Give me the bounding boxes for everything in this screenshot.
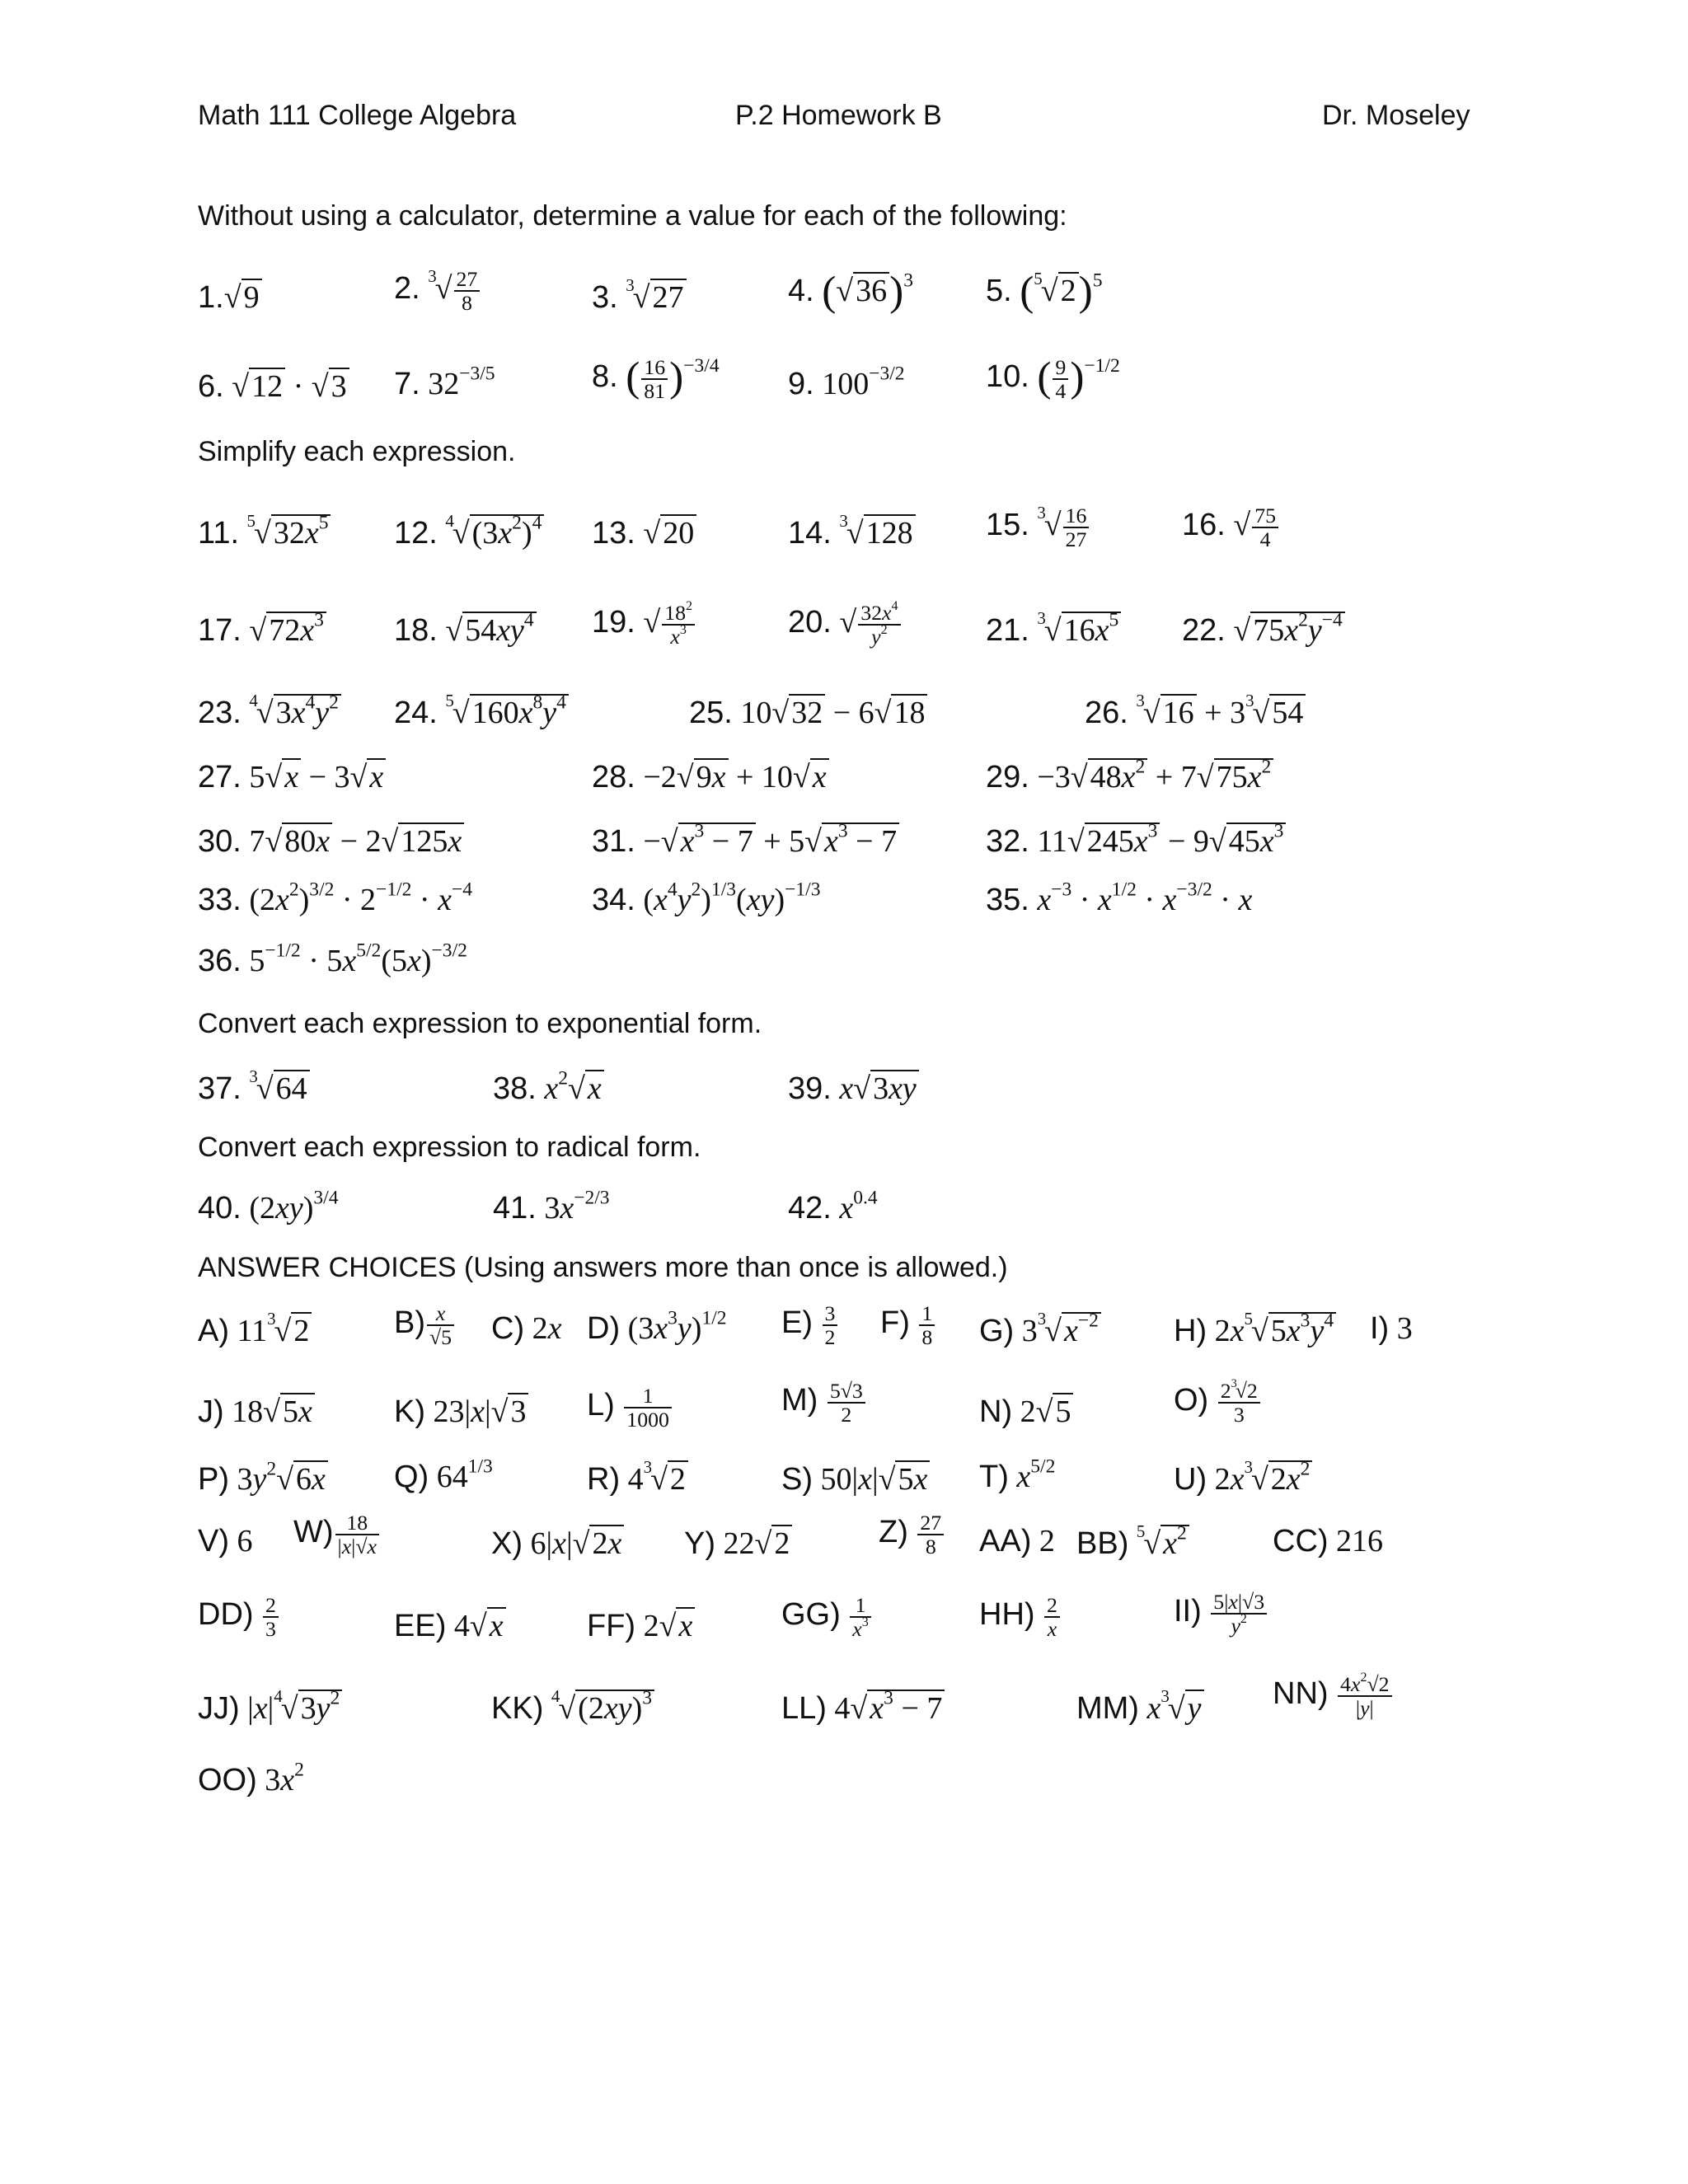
answer-EE: EE) 4√x (394, 1607, 506, 1645)
problem-7: 7. $32^{-3/5}$ (394, 363, 495, 401)
problem-32: 32. $11√245x^3 - 9√45x^3$ (986, 823, 1286, 860)
answer-N: N) 2√5 (979, 1393, 1073, 1431)
problem-38: 38. $x^2√x$ (493, 1070, 604, 1108)
problem-13: 13. √20 (592, 514, 696, 552)
exponential-instructions: Convert each expression to exponential form. (198, 1008, 762, 1039)
answer-M: M) $\frac{5√3}{2}$ (781, 1380, 867, 1426)
problem-9: 9. $100^{-3/2}$ (788, 363, 905, 401)
answer-Y: Y) 22√2 (684, 1525, 792, 1563)
problem-21: 21. $^3√16x^5$ (986, 612, 1121, 649)
problem-10: 10. ( $\frac{9}{4}$ )$^{-1/2}$ (986, 353, 1120, 404)
problem-4: 4. $(√36)^3$ (788, 268, 914, 316)
problem-19: 19. √ $\frac{18^2}{x^3}$ (592, 602, 696, 648)
problem-3: 3. $^3$√27 (592, 279, 687, 316)
answer-H: H) $2x^5√5x^3y^4$ (1174, 1312, 1336, 1350)
problem-14: 14. $^3$√128 (788, 514, 916, 552)
problem-20: 20. √ $\frac{32x^4}{y^2}$ (788, 602, 903, 648)
answer-B: B) $\frac{x}{√5}$ (394, 1302, 456, 1348)
answer-T: T) $x^{5/2}$ (979, 1455, 1056, 1494)
answer-FF: FF) 2√x (587, 1607, 695, 1645)
answer-F: F) $\frac{1}{8}$ (880, 1302, 936, 1348)
problem-29: 29. $-3√48x^2 + 7√75x^2$ (986, 758, 1273, 796)
problem-37: 37. $^3$√64 (198, 1070, 310, 1108)
answer-P: P) $3y^2√6x$ (198, 1460, 328, 1498)
answer-U: U) $2x^3√2x^2$ (1174, 1460, 1312, 1498)
answer-S: S) 50|x|√5x (781, 1460, 930, 1498)
problem-15: 15. $^3$√ $\frac{16}{27}$ (986, 504, 1090, 551)
answer-A: A) $11^3√2$ (198, 1312, 312, 1350)
answer-G: G) $3^3√x^{-2}$ (979, 1312, 1101, 1350)
answer-OO: OO) $3x^2$ (198, 1759, 304, 1797)
instructor-name: Dr. Moseley (1322, 100, 1470, 131)
problem-30: 30. 7√80x − 2√125x (198, 823, 464, 860)
problem-25: 25. 10√32 − 6√18 (689, 694, 927, 732)
answer-O: O) $\frac{2^3√2}{3}$ (1174, 1380, 1262, 1426)
problem-12: 12. $^4√(3x^2)^4$ (394, 514, 544, 552)
radical-instructions: Convert each expression to radical form. (198, 1132, 701, 1163)
answer-I: I) 3 (1370, 1311, 1413, 1346)
problem-24: 24. $^5√160x^8y^4$ (394, 694, 569, 732)
problem-31: 31. $-√x^3 - 7 + 5√x^3 - 7$ (592, 823, 899, 860)
answer-BB: BB) $^5√x^2$ (1076, 1525, 1189, 1563)
problem-23: 23. $^4√3x^4y^2$ (198, 694, 341, 732)
answer-W: W) $\frac{18}{|x|√x}$ (293, 1511, 381, 1558)
answer-HH: HH) $\frac{2}{x}$ (979, 1594, 1062, 1640)
answer-NN: NN) $\frac{4x^2√2}{|y|}$ (1273, 1673, 1394, 1719)
answer-CC: CC) 216 (1273, 1524, 1384, 1558)
answer-L: L) $\frac{1}{1000}$ (587, 1385, 673, 1431)
problem-39: 39. x√3xy (788, 1070, 919, 1108)
problem-22: 22. $√75x^2y^{-4}$ (1182, 612, 1345, 649)
problem-35: 35. $x^{-3} \cdot x^{1/2} \cdot x^{-3/2} \cdot x$ (986, 879, 1253, 917)
problem-1: 1.√9 (198, 279, 262, 316)
answer-LL: LL) $4√x^3 - 7$ (781, 1690, 945, 1727)
answer-J: J) 18√5x (198, 1393, 315, 1431)
problem-6: 6. √12 · √3 (198, 368, 349, 405)
problem-16: 16. √ $\frac{75}{4}$ (1182, 504, 1280, 551)
answer-AA: AA) 2 (979, 1524, 1055, 1558)
problem-33: 33. $(2x^2)^{3/2} \cdot 2^{-1/2} \cdot x^{-4}$ (198, 879, 473, 917)
problem-36: 36. $5^{-1/2} \cdot 5x^{5/2}(5x)^{-3/2}$ (198, 940, 467, 978)
answer-GG: GG) $\frac{1}{x^3}$ (781, 1594, 873, 1640)
problem-28: 28. −2√9x + 10√x (592, 758, 829, 796)
answer-D: D) $(3x^3y)^{1/2}$ (587, 1307, 727, 1346)
answer-choices-heading: ANSWER CHOICES (Using answers more than once is allowed.) (198, 1252, 1008, 1283)
problem-11: 11. $^5√32x^5$ (198, 514, 331, 552)
course-title: Math 111 College Algebra (198, 100, 517, 131)
problem-26: 26. $^3√16 + 3^3√54$ (1085, 694, 1306, 732)
problem-27: 27. 5√x − 3√x (198, 758, 386, 796)
problem-40: 40. $(2xy)^{3/4}$ (198, 1187, 339, 1226)
answer-V: V) 6 (198, 1524, 253, 1558)
problem-5: 5. $(^5√2)^5$ (986, 268, 1103, 316)
problem-18: 18. $√54xy^4$ (394, 612, 537, 649)
answer-DD: DD) $\frac{2}{3}$ (198, 1594, 280, 1640)
answer-Z: Z) $\frac{27}{8}$ (879, 1511, 945, 1558)
problem-17: 17. $√72x^3$ (198, 612, 326, 649)
simplify-instructions: Simplify each expression. (198, 436, 516, 467)
answer-JJ: JJ) $|x|^4√3y^2$ (198, 1690, 342, 1727)
answer-MM: MM) $x^3√y$ (1076, 1690, 1204, 1727)
answer-E: E) $\frac{3}{2}$ (781, 1302, 839, 1348)
assignment-title: P.2 Homework B (735, 100, 942, 131)
problem-2: 2. $^3$√ $\frac{27}{8}$ (394, 268, 481, 314)
problem-34: 34. $(x^4y^2)^{1/3}(xy)^{-1/3}$ (592, 879, 821, 917)
problem-41: 41. $3x^{-2/3}$ (493, 1187, 610, 1226)
problem-42: 42. $x^{0.4}$ (788, 1187, 878, 1226)
answer-C: C) 2x (491, 1311, 562, 1346)
answer-X: X) 6|x|√2x (491, 1525, 624, 1563)
problem-8: 8. ( $\frac{16}{81}$ )$^{-3/4}$ (592, 353, 720, 404)
evaluate-instructions: Without using a calculator, determine a value for each of the following: (198, 200, 1067, 232)
answer-K: K) 23|x|√3 (394, 1393, 528, 1431)
answer-KK: KK) $^4√(2xy)^3$ (491, 1690, 654, 1727)
answer-R: R) $4^3√2$ (587, 1460, 688, 1498)
answer-II: II) $\frac{5|x|√3}{y^2}$ (1174, 1591, 1268, 1637)
answer-Q: Q) $64^{1/3}$ (394, 1455, 493, 1494)
